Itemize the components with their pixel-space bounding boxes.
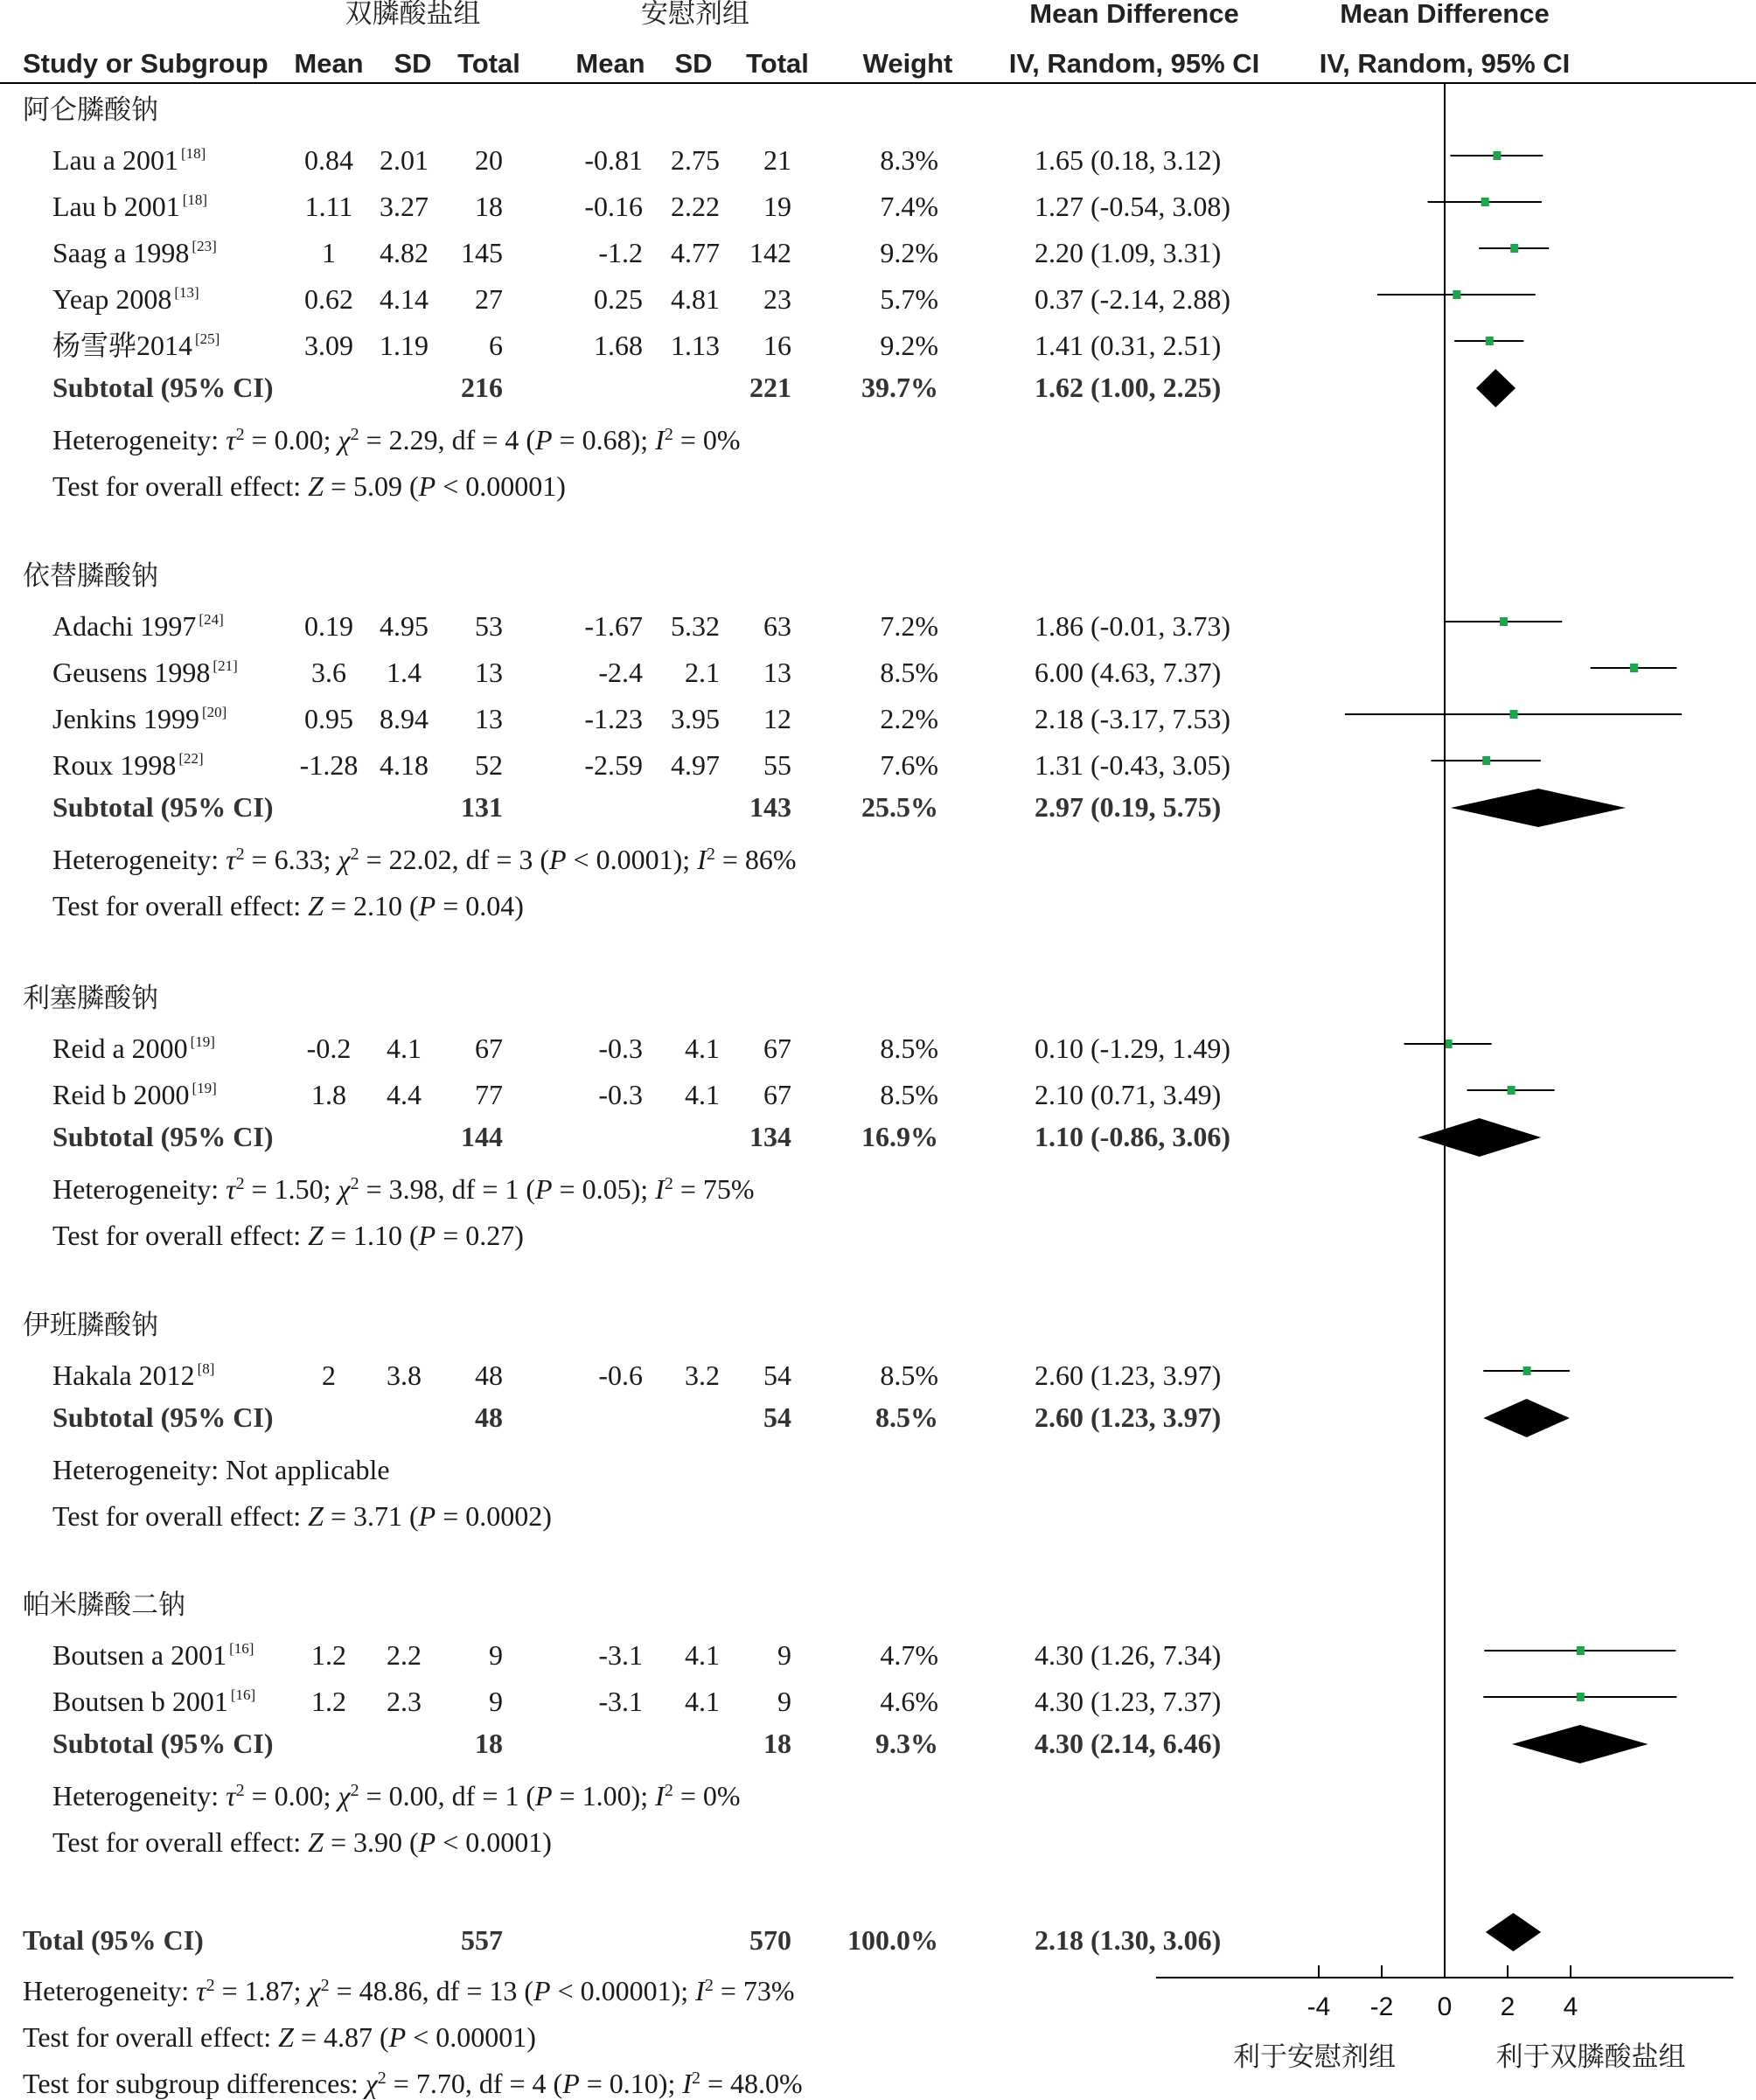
study-name: Saag a 1998	[52, 237, 190, 268]
subtotal-total-a: 144	[461, 1121, 503, 1152]
study-total-a: 52	[475, 749, 503, 781]
study-sd-b: 5.32	[671, 610, 720, 642]
header-method-column: IV, Random, 95% CI	[1008, 48, 1260, 79]
subtotal-weight: 8.5%	[875, 1401, 938, 1433]
study-name: Reid b 2000	[52, 1079, 190, 1110]
study-mean-a: -1.28	[299, 749, 359, 781]
total-total-b: 570	[749, 1924, 791, 1956]
study-sd-b: 4.81	[671, 283, 720, 315]
study-sd-b: 4.1	[685, 1033, 720, 1064]
study-point-marker	[1509, 710, 1517, 719]
study-mean-b: -0.3	[598, 1033, 643, 1064]
subtotal-total-b: 134	[749, 1121, 791, 1152]
study-mean-b: -0.6	[598, 1359, 643, 1391]
study-weight: 8.5%	[880, 1079, 938, 1110]
subtotal-total-a: 131	[461, 791, 503, 823]
study-total-b: 19	[763, 191, 791, 222]
study-reference: [24]	[199, 611, 224, 628]
header-total-a: Total	[457, 48, 520, 79]
subtotal-total-b: 221	[749, 372, 791, 403]
study-mean-a: 2	[322, 1359, 336, 1391]
study-mean-a: 0.19	[304, 610, 353, 642]
favours-left-label: 利于安慰剂组	[1233, 2041, 1396, 2073]
study-name: Lau a 2001	[52, 144, 178, 176]
study-sd-b: 2.22	[671, 191, 720, 222]
subtotal-total-b: 143	[749, 791, 791, 823]
header-weight: Weight	[862, 48, 953, 79]
study-reference: [20]	[202, 704, 227, 720]
heterogeneity-text: Heterogeneity: $\tau^2 = 0.00$; $\chi^2 = 0.00$, df = 1 (P = 1.00); $I^2 = 0\%$	[52, 1780, 741, 1811]
study-weight: 7.4%	[880, 191, 938, 222]
study-mean-a: -0.2	[306, 1033, 352, 1064]
header-md-column: Mean Difference	[1029, 0, 1239, 29]
study-weight: 5.7%	[880, 283, 938, 315]
study-ci: 2.20 (1.09, 3.31)	[1035, 237, 1222, 268]
study-sd-b: 3.2	[685, 1359, 720, 1391]
study-sd-a: 2.2	[387, 1639, 422, 1671]
header-group-b: 安慰剂组	[641, 0, 749, 30]
study-mean-b: 0.25	[594, 283, 643, 315]
study-point-marker	[1453, 290, 1460, 299]
subtotal-ci: 1.62 (1.00, 2.25)	[1035, 372, 1222, 403]
study-total-a: 27	[475, 283, 503, 315]
study-weight: 7.2%	[880, 610, 938, 642]
study-total-a: 13	[475, 657, 503, 688]
study-sd-a: 8.94	[380, 703, 429, 734]
study-ci: 2.18 (-3.17, 7.53)	[1035, 703, 1230, 734]
study-mean-b: -1.2	[598, 237, 643, 268]
subtotal-diamond	[1451, 789, 1626, 827]
study-mean-b: -3.1	[598, 1639, 643, 1671]
study-point-marker	[1493, 151, 1501, 160]
study-ci: 1.31 (-0.43, 3.05)	[1035, 749, 1230, 781]
subgroup-title: 帕米膦酸二钠	[23, 1589, 185, 1621]
study-total-b: 67	[763, 1079, 791, 1110]
study-name: Reid a 2000	[52, 1033, 188, 1064]
study-name: Hakala 2012	[52, 1359, 195, 1391]
study-reference: [21]	[213, 657, 238, 674]
study-weight: 2.2%	[880, 703, 938, 734]
study-sd-b: 4.1	[685, 1079, 720, 1110]
study-total-b: 142	[749, 237, 791, 268]
subgroup-title: 伊班膦酸钠	[23, 1310, 158, 1341]
subtotal-total-a: 216	[461, 372, 503, 403]
study-point-marker	[1523, 1366, 1531, 1375]
study-sd-a: 2.3	[387, 1686, 422, 1717]
study-mean-a: 0.62	[304, 283, 353, 315]
study-point-marker	[1486, 337, 1494, 345]
subtotal-total-b: 54	[763, 1401, 791, 1433]
study-sd-b: 2.75	[671, 144, 720, 176]
study-name: Roux 1998	[52, 749, 177, 781]
subtotal-weight: 25.5%	[861, 791, 938, 823]
overall-effect-text: Test for overall effect: Z = 3.71 (P = 0.0002)	[52, 1500, 552, 1532]
study-point-marker	[1482, 756, 1490, 765]
subtotal-label: Subtotal (95% CI)	[52, 1121, 274, 1152]
study-mean-a: 0.95	[304, 703, 353, 734]
study-sd-b: 4.1	[685, 1686, 720, 1717]
overall-effect-text: Test for overall effect: Z = 2.10 (P = 0.04)	[52, 890, 524, 921]
subtotal-ci: 1.10 (-0.86, 3.06)	[1035, 1121, 1230, 1152]
study-sd-a: 1.19	[380, 330, 429, 361]
study-total-a: 9	[489, 1639, 503, 1671]
x-axis-tick-label: -4	[1307, 1992, 1331, 2021]
subgroup-title: 阿仑膦酸钠	[23, 94, 158, 126]
study-mean-b: -2.4	[598, 657, 643, 688]
study-weight: 9.2%	[880, 237, 938, 268]
subtotal-diamond	[1476, 369, 1516, 407]
study-total-a: 145	[461, 237, 503, 268]
subgroup-title: 依替膦酸钠	[23, 560, 158, 592]
total-total-a: 557	[461, 1924, 503, 1956]
study-sd-b: 4.97	[671, 749, 720, 781]
subtotal-total-b: 18	[763, 1728, 791, 1759]
study-mean-a: 1.2	[311, 1639, 346, 1671]
study-name: Geusens 1998	[52, 657, 211, 688]
study-total-b: 21	[763, 144, 791, 176]
study-mean-b: -1.67	[584, 610, 643, 642]
study-sd-a: 4.1	[387, 1033, 422, 1064]
study-point-marker	[1630, 664, 1638, 672]
study-name: Lau b 2001	[52, 191, 180, 222]
x-axis-tick-label: 4	[1563, 1992, 1578, 2021]
study-total-b: 67	[763, 1033, 791, 1064]
x-axis-tick-label: -2	[1369, 1992, 1394, 2021]
study-total-a: 48	[475, 1359, 503, 1391]
study-total-a: 9	[489, 1686, 503, 1717]
study-sd-a: 2.01	[380, 144, 429, 176]
study-weight: 9.2%	[880, 330, 938, 361]
study-ci: 0.10 (-1.29, 1.49)	[1035, 1033, 1230, 1064]
study-weight: 8.5%	[880, 1359, 938, 1391]
study-point-marker	[1510, 244, 1518, 253]
study-name: Boutsen b 2001	[52, 1686, 228, 1717]
study-mean-b: 1.68	[594, 330, 643, 361]
heterogeneity-text: Heterogeneity: Not applicable	[52, 1454, 390, 1485]
study-point-marker	[1508, 1086, 1516, 1095]
heterogeneity-text: Heterogeneity: $\tau^2 = 6.33$; $\chi^2 = 22.02$, df = 3 (P < 0.0001); $I^2 = 86\%$	[52, 844, 797, 875]
study-mean-b: -0.81	[584, 144, 643, 176]
header-sd-b: SD	[674, 48, 713, 79]
study-ci: 0.37 (-2.14, 2.88)	[1035, 283, 1230, 315]
study-sd-a: 4.18	[380, 749, 429, 781]
study-total-a: 53	[475, 610, 503, 642]
study-sd-a: 4.82	[380, 237, 429, 268]
study-mean-a: 0.84	[304, 144, 353, 176]
study-reference: [18]	[180, 145, 206, 162]
study-sd-a: 4.4	[387, 1079, 422, 1110]
subtotal-weight: 16.9%	[861, 1121, 938, 1152]
x-axis-tick-label: 0	[1437, 1992, 1453, 2021]
study-mean-b: -3.1	[598, 1686, 643, 1717]
study-ci: 2.10 (0.71, 3.49)	[1035, 1079, 1222, 1110]
subtotal-weight: 39.7%	[861, 372, 938, 403]
header-study: Study or Subgroup	[23, 48, 268, 79]
study-total-b: 9	[777, 1639, 791, 1671]
header-total-b: Total	[746, 48, 809, 79]
study-sd-a: 4.14	[380, 283, 429, 315]
total-diamond	[1486, 1913, 1541, 1951]
study-mean-b: -0.16	[584, 191, 643, 222]
subtotal-label: Subtotal (95% CI)	[52, 1401, 274, 1433]
study-sd-a: 3.27	[380, 191, 429, 222]
study-reference: [22]	[178, 750, 204, 767]
study-point-marker	[1577, 1693, 1585, 1701]
subtotal-total-a: 18	[475, 1728, 503, 1759]
subtotal-label: Subtotal (95% CI)	[52, 372, 274, 403]
study-total-a: 6	[489, 330, 503, 361]
study-total-b: 13	[763, 657, 791, 688]
study-mean-a: 3.09	[304, 330, 353, 361]
table-body	[23, 94, 1230, 2099]
study-total-b: 23	[763, 283, 791, 315]
study-total-b: 12	[763, 703, 791, 734]
study-total-a: 67	[475, 1033, 503, 1064]
overall-effect-text: Test for overall effect: Z = 1.10 (P = 0.27)	[52, 1220, 524, 1251]
study-ci: 4.30 (1.26, 7.34)	[1035, 1639, 1222, 1671]
study-point-marker	[1577, 1646, 1585, 1655]
study-reference: [8]	[197, 1360, 215, 1377]
header-md-plot: Mean Difference	[1340, 0, 1550, 29]
study-ci: 1.27 (-0.54, 3.08)	[1035, 191, 1230, 222]
subtotal-diamond	[1483, 1399, 1570, 1437]
subtotal-ci: 2.60 (1.23, 3.97)	[1035, 1401, 1222, 1433]
study-reference: [16]	[230, 1686, 256, 1703]
header-sd-a: SD	[394, 48, 432, 79]
study-sd-a: 4.95	[380, 610, 429, 642]
study-sd-b: 3.95	[671, 703, 720, 734]
header-mean-b: Mean	[575, 48, 645, 79]
study-reference: [13]	[174, 284, 199, 301]
study-name: Yeap 2008	[52, 283, 172, 315]
study-name: 杨雪骅2014	[52, 330, 193, 361]
study-ci: 1.41 (0.31, 2.51)	[1035, 330, 1222, 361]
x-axis-tick-label: 2	[1500, 1992, 1516, 2021]
overall-effect-text: Test for overall effect: Z = 3.90 (P < 0.0001)	[52, 1826, 552, 1858]
subtotal-total-a: 48	[475, 1401, 503, 1433]
total-ci: 2.18 (1.30, 3.06)	[1035, 1924, 1222, 1956]
subtotal-diamond	[1512, 1725, 1648, 1763]
study-mean-a: 3.6	[311, 657, 346, 688]
subtotal-ci: 2.97 (0.19, 5.75)	[1035, 791, 1222, 823]
study-reference: [19]	[192, 1080, 217, 1096]
favours-right-label: 利于双膦酸盐组	[1495, 2041, 1686, 2073]
study-sd-b: 4.1	[685, 1639, 720, 1671]
study-weight: 7.6%	[880, 749, 938, 781]
study-mean-a: 1.11	[304, 191, 353, 222]
subgroup-differences-text: Test for subgroup differences: $\chi^2 = 7.70$, df = 4 (P = 0.10); $I^2 = 48.0\%$	[23, 2068, 803, 2099]
overall-effect-text: Test for overall effect: Z = 5.09 (P < 0.00001)	[52, 470, 566, 502]
subtotal-diamond	[1418, 1118, 1541, 1157]
study-ci: 2.60 (1.23, 3.97)	[1035, 1359, 1222, 1391]
study-point-marker	[1500, 617, 1508, 626]
study-mean-a: 1.8	[311, 1079, 346, 1110]
study-reference: [23]	[192, 238, 217, 254]
subtotal-weight: 9.3%	[875, 1728, 938, 1759]
study-reference: [18]	[182, 191, 208, 208]
study-sd-b: 4.77	[671, 237, 720, 268]
study-sd-b: 1.13	[671, 330, 720, 361]
heterogeneity-text: Heterogeneity: $\tau^2 = 0.00$; $\chi^2 = 2.29$, df = 4 (P = 0.68); $I^2 = 0\%$	[52, 424, 741, 455]
study-name: Boutsen a 2001	[52, 1639, 227, 1671]
total-overall-effect-text: Test for overall effect: Z = 4.87 (P < 0.00001)	[23, 2021, 536, 2053]
subgroup-title: 利塞膦酸钠	[23, 983, 158, 1014]
study-ci: 1.65 (0.18, 3.12)	[1035, 144, 1222, 176]
study-total-b: 55	[763, 749, 791, 781]
study-sd-a: 3.8	[387, 1359, 422, 1391]
study-total-b: 16	[763, 330, 791, 361]
study-name: Adachi 1997	[52, 610, 197, 642]
study-mean-b: -1.23	[584, 703, 643, 734]
study-total-a: 18	[475, 191, 503, 222]
total-label: Total (95% CI)	[23, 1924, 204, 1956]
study-ci: 1.86 (-0.01, 3.73)	[1035, 610, 1230, 642]
study-mean-b: -0.3	[598, 1079, 643, 1110]
study-weight: 8.5%	[880, 1033, 938, 1064]
study-total-a: 20	[475, 144, 503, 176]
study-total-b: 63	[763, 610, 791, 642]
header-mean-a: Mean	[294, 48, 364, 79]
study-total-b: 54	[763, 1359, 791, 1391]
study-ci: 6.00 (4.63, 7.37)	[1035, 657, 1222, 688]
study-weight: 8.5%	[880, 657, 938, 688]
study-total-a: 13	[475, 703, 503, 734]
study-name: Jenkins 1999	[52, 703, 199, 734]
subtotal-label: Subtotal (95% CI)	[52, 791, 274, 823]
total-weight: 100.0%	[847, 1924, 938, 1956]
study-sd-b: 2.1	[685, 657, 720, 688]
study-reference: [25]	[195, 330, 220, 347]
study-reference: [19]	[190, 1033, 215, 1050]
study-mean-a: 1	[322, 237, 336, 268]
subtotal-label: Subtotal (95% CI)	[52, 1728, 274, 1759]
study-weight: 4.6%	[880, 1686, 938, 1717]
study-total-b: 9	[777, 1686, 791, 1717]
study-point-marker	[1481, 198, 1489, 206]
study-weight: 8.3%	[880, 144, 938, 176]
header-method-plot: IV, Random, 95% CI	[1319, 48, 1571, 79]
header-group-a: 双膦酸盐组	[345, 0, 481, 30]
study-mean-b: -2.59	[584, 749, 643, 781]
study-reference: [16]	[229, 1640, 254, 1657]
study-total-a: 77	[475, 1079, 503, 1110]
heterogeneity-text: Heterogeneity: $\tau^2 = 1.50$; $\chi^2 = 3.98$, df = 1 (P = 0.05); $I^2 = 75\%$	[52, 1173, 755, 1205]
study-sd-a: 1.4	[387, 657, 422, 688]
total-heterogeneity-text: Heterogeneity: $\tau^2 = 1.87$; $\chi^2 = 48.86$, df = 13 (P < 0.00001); $I^2 = 73\%$	[23, 1975, 795, 2006]
subtotal-ci: 4.30 (2.14, 6.46)	[1035, 1728, 1222, 1759]
study-weight: 4.7%	[880, 1639, 938, 1671]
study-mean-a: 1.2	[311, 1686, 346, 1717]
plot-area	[1156, 83, 1733, 2073]
study-ci: 4.30 (1.23, 7.37)	[1035, 1686, 1222, 1717]
